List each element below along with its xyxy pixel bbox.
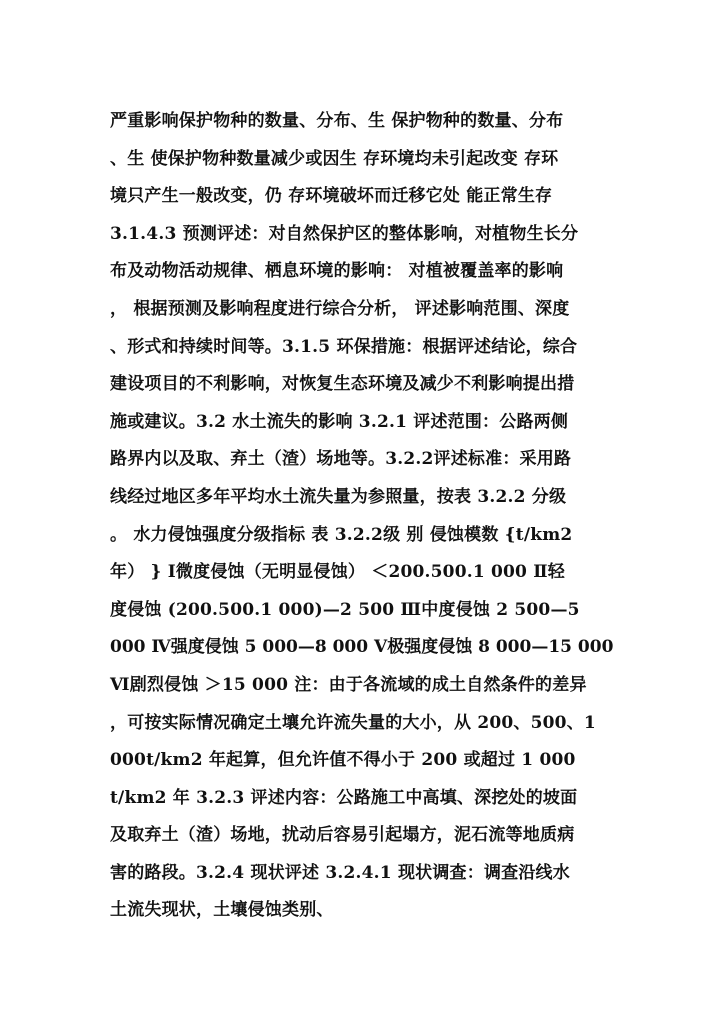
text-line: 度侵蚀 (200.500.1 000)—2 500 Ⅲ中度侵蚀 2 500—5 [110, 599, 580, 620]
text-line: 害的路段。3.2.4 现状评述 3.2.4.1 现状调查：调查沿线水 [110, 862, 570, 883]
text-line: 、生 使保护物种数量减少或因生 存环境均未引起改变 存环 [110, 148, 559, 169]
text-line: 3.1.4.3 预测评述：对自然保护区的整体影响，对植物生长分 [110, 223, 579, 244]
text-line: Ⅵ剧烈侵蚀 ＞15 000 注：由于各流域的成土自然条件的差异 [110, 674, 587, 695]
text-line: 建设项目的不利影响，对恢复生态环境及减少不利影响提出措 [110, 374, 575, 395]
text-line: 严重影响保护物种的数量、分布、生 保护物种的数量、分布 [110, 111, 564, 131]
text-line: 年） } Ⅰ微度侵蚀（无明显侵蚀） ＜200.500.1 000 Ⅱ轻 [110, 562, 565, 583]
text-line: 境只产生一般改变，仍 存环境破坏而迁移它处 能正常生存 [110, 186, 553, 207]
text-line: 路界内以及取、弃土（渣）场地等。3.2.2评述标准：采用路 [110, 449, 572, 470]
text-line: 000t/km2 年起算，但允许值不得小于 200 或超过 1 000 [110, 750, 576, 771]
text-line: 、形式和持续时间等。3.1.5 环保措施：根据评述结论，综合 [110, 336, 578, 357]
text-line: 施或建议。3.2 水土流失的影响 3.2.1 评述范围：公路两侧 [110, 411, 569, 432]
text-line: ， 根据预测及影响程度进行综合分析， 评述影响范围、深度 [110, 298, 570, 319]
text-line: 000 Ⅳ强度侵蚀 5 000—8 000 Ⅴ极强度侵蚀 8 000—15 000 [110, 637, 614, 658]
text-line: t/km2 年 3.2.3 评述内容：公路施工中高填、深挖处的坡面 [110, 787, 578, 808]
text-line: 。 水力侵蚀强度分级指标 表 3.2.2级 别 侵蚀模数 {t/km2 [110, 524, 573, 545]
text-line: 土流失现状，土壤侵蚀类别、 [110, 900, 334, 921]
text-line: 及取弃土（渣）场地，扰动后容易引起塌方，泥石流等地质病 [110, 825, 575, 846]
text-line: 线经过地区多年平均水土流失量为参照量，按表 3.2.2 分级 [110, 486, 567, 507]
body-text [110, 103, 620, 930]
text-line: 布及动物活动规律、栖息环境的影响： 对植被覆盖率的影响 [110, 261, 564, 282]
text-line: ，可按实际情况确定土壤允许流失量的大小，从 200、500、1 [110, 712, 596, 733]
